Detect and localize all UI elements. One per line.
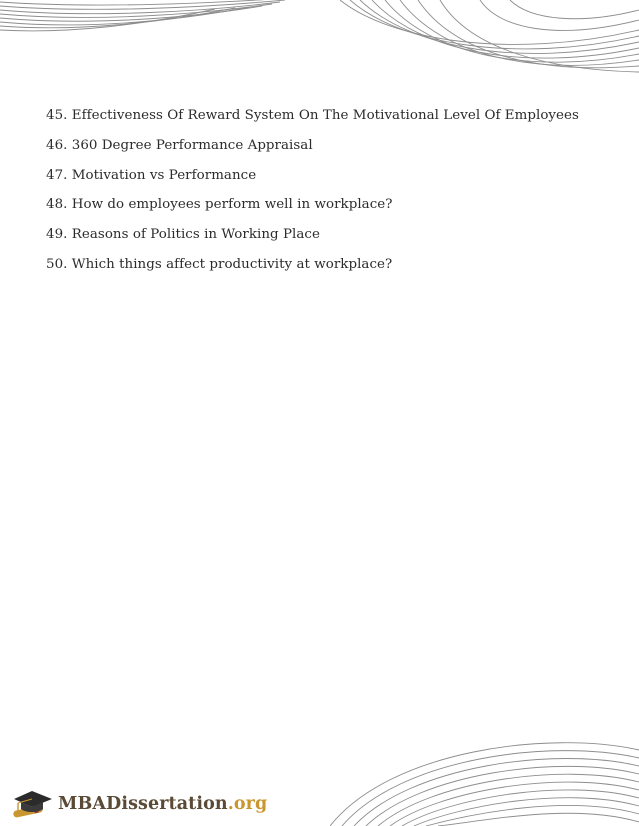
list-item: 47. Motivation vs Performance [46,167,257,183]
list-item: 46. 360 Degree Performance Appraisal [46,137,313,153]
list-item: 49. Reasons of Politics in Working Place [46,227,320,243]
topic-list [46,106,579,285]
list-item: 45. Effectiveness Of Reward System On The Motivational Level Of Employees [46,108,579,123]
brand-tld: .org [227,794,268,814]
decorative-curves-top-left [0,0,290,40]
brand-name [58,794,267,814]
graduation-cap-icon [10,788,54,820]
list-item: 48. How do employees perform well in workplace? [46,197,393,213]
list-item: 50. Which things affect productivity at workplace? [46,256,393,272]
footer-logo [10,788,267,820]
brand-name-main: MBADissertation [58,794,228,814]
decorative-curves-top-right [330,0,639,75]
decorative-curves-bottom-right [330,730,639,826]
